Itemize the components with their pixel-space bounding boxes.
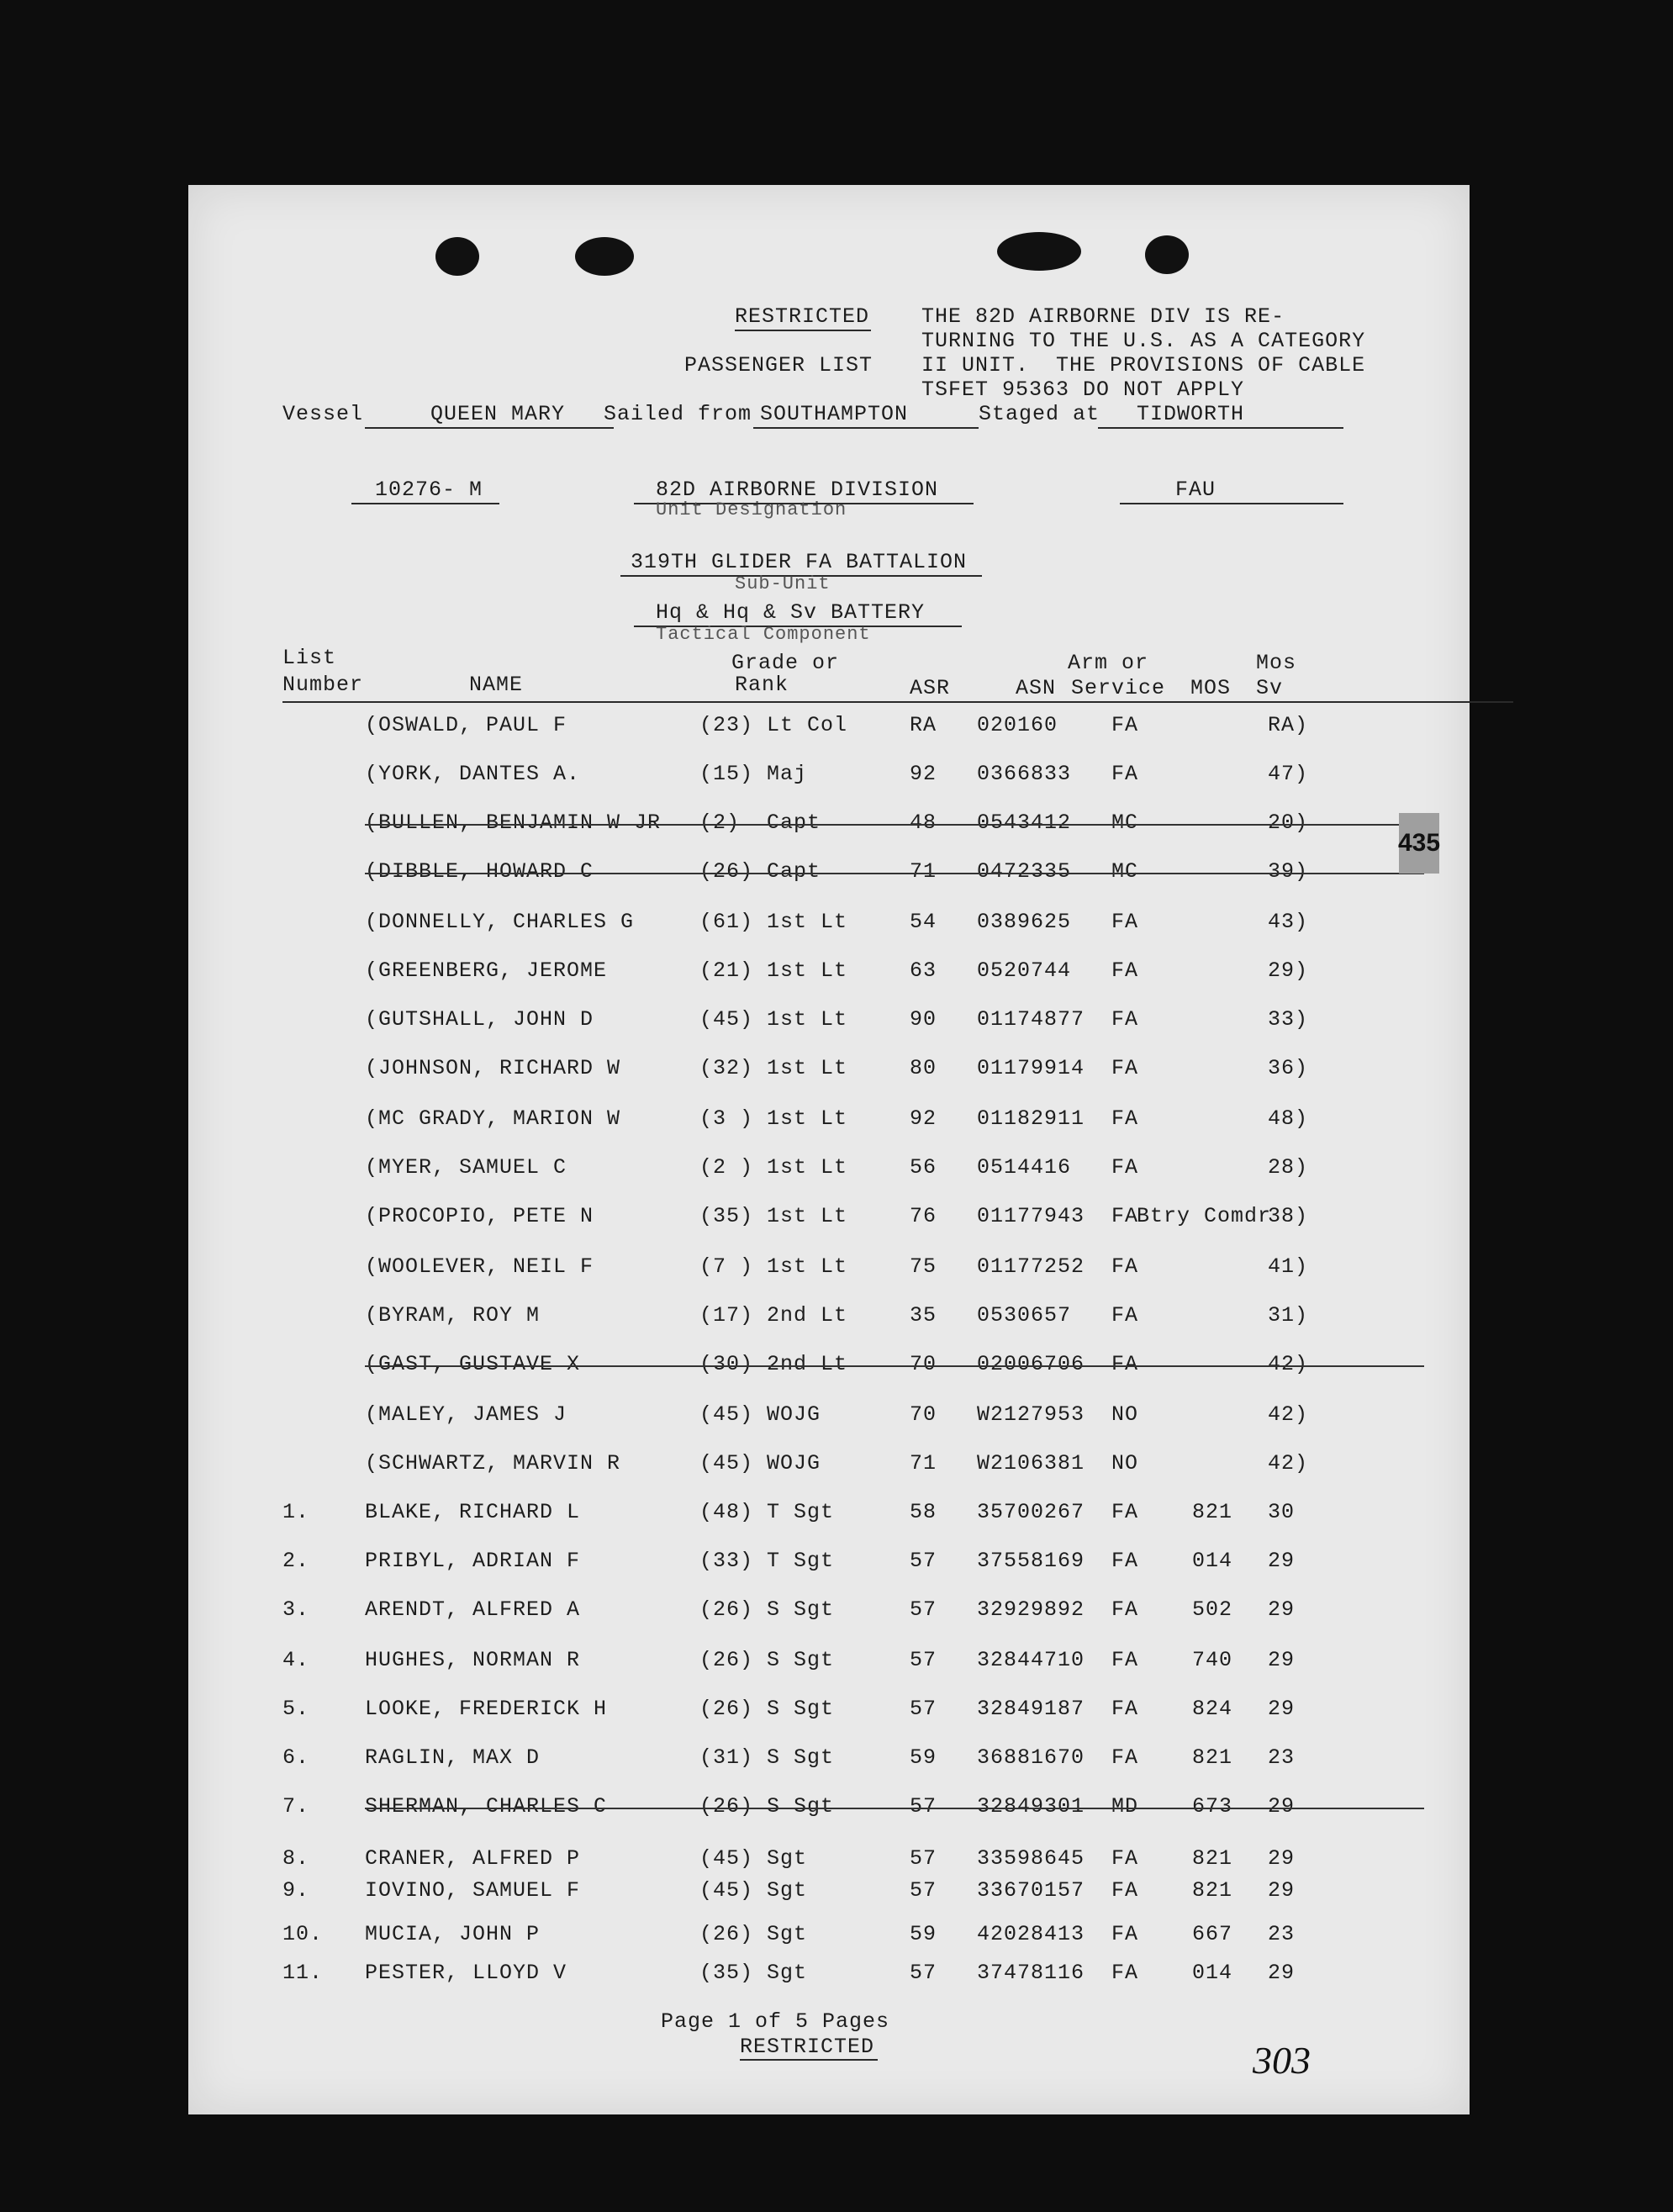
cell-asr: 59 [910,1745,937,1770]
vessel-label: Vessel [282,402,364,426]
cell-sv: 36) [1268,1056,1309,1080]
cell-asr: 57 [910,1697,937,1721]
table-row [188,1794,1470,1828]
cell-asr: 57 [910,1846,937,1871]
cell-asn: 020160 [977,713,1058,737]
cell-name: PESTER, LLOYD V [365,1961,567,1985]
cell-no: 1. [282,1500,310,1524]
cell-name: LOOKE, FREDERICK H [365,1697,608,1721]
cell-sv: 23 [1268,1922,1296,1946]
table-row [188,1352,1470,1386]
table-row [188,1961,1470,1994]
cell-grade: (35) 1st Lt [699,1204,848,1228]
cell-name: RAGLIN, MAX D [365,1745,541,1770]
cell-asr: 57 [910,1549,937,1573]
cell-no: 2. [282,1549,310,1573]
cell-sv: 38) [1268,1204,1309,1228]
cell-asn: 33598645 [977,1846,1085,1871]
cell-asr: 56 [910,1155,937,1180]
table-row [188,1007,1470,1041]
table-row [188,1402,1470,1436]
cell-asr: 57 [910,1597,937,1622]
unit-code: 10276- M [375,478,483,502]
cell-name: (PROCOPIO, PETE N [365,1204,594,1228]
cell-mos: 502 [1192,1597,1233,1622]
header-sv: Sv [1256,676,1284,700]
table-row [188,1549,1470,1582]
header-underline [282,701,1513,703]
unit-designation: 82D AIRBORNE DIVISION [656,478,939,502]
unit-type-underline [1120,503,1343,504]
cell-asr: 57 [910,1794,937,1819]
cell-asr: 48 [910,810,937,835]
cell-mos: 740 [1192,1648,1233,1672]
cell-arm: FA [1111,1204,1139,1228]
cell-mos: 821 [1192,1500,1233,1524]
cell-asn: 01174877 [977,1007,1085,1032]
strikethrough-line [365,873,1424,874]
sailed-underline [753,427,979,429]
cell-asn: 32849187 [977,1697,1085,1721]
staged-value: TIDWORTH [1137,402,1245,426]
cell-arm: MC [1111,810,1139,835]
cell-no: 10. [282,1922,324,1946]
restricted-underline [735,330,871,331]
cell-asr: 54 [910,910,937,934]
cell-sv: 43) [1268,910,1309,934]
strikethrough-line [365,824,1424,826]
cell-arm: FA [1111,713,1139,737]
footer-restricted: RESTRICTED [740,2035,875,2059]
cell-name: (GUTSHALL, JOHN D [365,1007,594,1032]
header-mos: MOS [1190,676,1232,700]
cell-arm: FA [1111,1303,1139,1328]
stamp-label: 435 [1399,813,1439,874]
sailed-label: Sailed from [604,402,752,426]
cell-asr: 75 [910,1254,937,1279]
cell-asr: 90 [910,1007,937,1032]
cell-grade: (26) S Sgt [699,1597,835,1622]
cell-name: CRANER, ALFRED P [365,1846,581,1871]
cell-name: (BULLEN, BENJAMIN W JR [365,810,662,835]
cell-grade: (23) Lt Col [699,713,848,737]
cell-arm: FA [1111,1648,1139,1672]
punch-hole [997,232,1081,271]
notice-line-3: II UNIT. THE PROVISIONS OF CABLE [921,353,1366,377]
cell-arm: MC [1111,859,1139,884]
cell-grade: (2) Capt [699,810,821,835]
table-row [188,1878,1470,1912]
cell-asr: 71 [910,1451,937,1476]
header-arm: Arm or [1068,651,1149,675]
header-rank: Rank [735,673,789,697]
cell-sv: 42) [1268,1451,1309,1476]
table-row [188,762,1470,795]
cell-asr: 59 [910,1922,937,1946]
cell-grade: (3 ) 1st Lt [699,1106,848,1131]
cell-no: 6. [282,1745,310,1770]
cell-arm: FA [1111,1106,1139,1131]
cell-asr: RA [910,713,937,737]
table-row [188,1303,1470,1337]
cell-asn: 0472335 [977,859,1072,884]
cell-asn: 32844710 [977,1648,1085,1672]
table-row [188,859,1470,893]
strikethrough-line [365,1365,1424,1367]
table-row [188,1451,1470,1485]
table-row [188,1106,1470,1140]
cell-arm: FA [1111,1155,1139,1180]
table-row [188,1204,1470,1238]
cell-sv: 48) [1268,1106,1309,1131]
punch-hole [1145,235,1189,274]
cell-no: 8. [282,1846,310,1871]
cell-grade: (26) S Sgt [699,1697,835,1721]
cell-asn: 37478116 [977,1961,1085,1985]
cell-asr: 63 [910,958,937,983]
cell-arm: FA [1111,1352,1139,1376]
cell-asr: 76 [910,1204,937,1228]
tactical-component-caption: Tactical Component [656,624,871,645]
cell-sv: 39) [1268,859,1309,884]
cell-asr: 35 [910,1303,937,1328]
cell-sv: 28) [1268,1155,1309,1180]
punch-hole [435,237,479,276]
cell-no: 9. [282,1878,310,1903]
cell-sv: 29 [1268,1794,1296,1819]
cell-mos: 821 [1192,1745,1233,1770]
cell-mos: 667 [1192,1922,1233,1946]
cell-asn: 42028413 [977,1922,1085,1946]
notice-line-4: TSFET 95363 DO NOT APPLY [921,377,1245,402]
header-asn: ASN [1016,676,1057,700]
cell-mos: Btry Comdr [1137,1204,1272,1228]
cell-name: (BYRAM, ROY M [365,1303,541,1328]
cell-grade: (26) Capt [699,859,821,884]
cell-asn: 0366833 [977,762,1072,786]
cell-asn: 01177943 [977,1204,1085,1228]
tactical-component: Hq & Hq & Sv BATTERY [656,600,926,625]
cell-mos: 014 [1192,1549,1233,1573]
cell-mos: 673 [1192,1794,1233,1819]
cell-arm: FA [1111,1922,1139,1946]
cell-name: (DONNELLY, CHARLES G [365,910,635,934]
cell-asn: W2106381 [977,1451,1085,1476]
cell-grade: (31) S Sgt [699,1745,835,1770]
cell-grade: (7 ) 1st Lt [699,1254,848,1279]
document-page [188,185,1470,2114]
cell-mos: 821 [1192,1846,1233,1871]
cell-asn: 36881670 [977,1745,1085,1770]
cell-sv: 42) [1268,1402,1309,1427]
cell-arm: FA [1111,1254,1139,1279]
notice-line-1: THE 82D AIRBORNE DIV IS RE- [921,304,1285,329]
table-row [188,1846,1470,1880]
header-grade: Grade or [731,651,840,675]
cell-grade: (35) Sgt [699,1961,808,1985]
cell-mos: 824 [1192,1697,1233,1721]
cell-no: 7. [282,1794,310,1819]
vessel-value: QUEEN MARY [430,402,566,426]
cell-grade: (21) 1st Lt [699,958,848,983]
cell-arm: FA [1111,1597,1139,1622]
cell-grade: (33) T Sgt [699,1549,835,1573]
table-row [188,1922,1470,1956]
cell-asn: 0520744 [977,958,1072,983]
cell-name: (GREENBERG, JEROME [365,958,608,983]
cell-grade: (26) S Sgt [699,1648,835,1672]
cell-name: (OSWALD, PAUL F [365,713,567,737]
cell-name: SHERMAN, CHARLES C [365,1794,608,1819]
cell-grade: (30) 2nd Lt [699,1352,848,1376]
cell-sv: 20) [1268,810,1309,835]
unit-designation-caption: Unit Designation [656,499,847,520]
cell-name: MUCIA, JOHN P [365,1922,541,1946]
cell-asn: 33670157 [977,1878,1085,1903]
cell-sv: 29 [1268,1961,1296,1985]
table-row [188,1155,1470,1189]
staged-label: Staged at [979,402,1100,426]
cell-grade: (15) Maj [699,762,808,786]
unit-code-underline [351,503,499,504]
vessel-underline [365,427,614,429]
cell-sv: 29) [1268,958,1309,983]
cell-asr: 70 [910,1402,937,1427]
cell-asn: 0530657 [977,1303,1072,1328]
handwritten-page-number: 303 [1253,2039,1311,2082]
passenger-list-heading: PASSENGER LIST [684,353,873,377]
cell-asn: 01182911 [977,1106,1085,1131]
cell-sv: 29 [1268,1549,1296,1573]
page-count: Page 1 of 5 Pages [661,2009,890,2034]
cell-grade: (45) WOJG [699,1451,821,1476]
cell-asn: 01179914 [977,1056,1085,1080]
table-row [188,713,1470,747]
cell-asr: 57 [910,1878,937,1903]
cell-arm: FA [1111,1500,1139,1524]
cell-name: (MALEY, JAMES J [365,1402,567,1427]
unit-type: FAU [1175,478,1216,502]
cell-arm: NO [1111,1402,1139,1427]
cell-arm: FA [1111,1961,1139,1985]
cell-arm: FA [1111,1007,1139,1032]
cell-asr: 92 [910,1106,937,1131]
cell-name: (SCHWARTZ, MARVIN R [365,1451,621,1476]
cell-grade: (17) 2nd Lt [699,1303,848,1328]
cell-name: (GAST, GUSTAVE X [365,1352,581,1376]
header-service: Service [1071,676,1166,700]
cell-asn: 32929892 [977,1597,1085,1622]
cell-name: PRIBYL, ADRIAN F [365,1549,581,1573]
cell-sv: 29 [1268,1697,1296,1721]
cell-arm: FA [1111,1549,1139,1573]
cell-asr: 57 [910,1961,937,1985]
cell-grade: (32) 1st Lt [699,1056,848,1080]
cell-arm: FA [1111,1846,1139,1871]
staged-underline [1098,427,1343,429]
cell-asn: 35700267 [977,1500,1085,1524]
cell-grade: (45) Sgt [699,1846,808,1871]
cell-sv: 47) [1268,762,1309,786]
cell-name: ARENDT, ALFRED A [365,1597,581,1622]
cell-name: IOVINO, SAMUEL F [365,1878,581,1903]
cell-name: (YORK, DANTES A. [365,762,581,786]
table-row [188,958,1470,992]
cell-asr: 58 [910,1500,937,1524]
cell-sv: 29 [1268,1648,1296,1672]
cell-asn: 37558169 [977,1549,1085,1573]
header-list: List [282,646,337,670]
cell-grade: (45) Sgt [699,1878,808,1903]
cell-asn: 0514416 [977,1155,1072,1180]
cell-sv: RA) [1268,713,1309,737]
cell-sv: 41) [1268,1254,1309,1279]
cell-arm: NO [1111,1451,1139,1476]
strikethrough-line [365,1808,1424,1809]
cell-grade: (26) Sgt [699,1922,808,1946]
table-row [188,1254,1470,1288]
cell-no: 11. [282,1961,324,1985]
cell-grade: (45) WOJG [699,1402,821,1427]
cell-name: (WOOLEVER, NEIL F [365,1254,594,1279]
cell-name: (MC GRADY, MARION W [365,1106,621,1131]
sub-unit-caption: Sub-Unit [735,573,831,594]
cell-name: BLAKE, RICHARD L [365,1500,581,1524]
cell-arm: MD [1111,1794,1139,1819]
cell-sv: 29 [1268,1878,1296,1903]
table-row [188,1056,1470,1090]
header-number: Number [282,673,364,697]
cell-arm: FA [1111,1697,1139,1721]
table-row [188,810,1470,844]
cell-arm: FA [1111,958,1139,983]
header-asr: ASR [910,676,951,700]
cell-name: HUGHES, NORMAN R [365,1648,581,1672]
cell-asn: 02006706 [977,1352,1085,1376]
cell-arm: FA [1111,910,1139,934]
cell-name: (MYER, SAMUEL C [365,1155,567,1180]
table-row [188,910,1470,943]
cell-arm: FA [1111,762,1139,786]
punch-hole [575,237,634,276]
cell-asn: 0543412 [977,810,1072,835]
cell-name: (DIBBLE, HOWARD C [365,859,594,884]
cell-grade: (2 ) 1st Lt [699,1155,848,1180]
cell-arm: FA [1111,1878,1139,1903]
cell-grade: (45) 1st Lt [699,1007,848,1032]
cell-asr: 70 [910,1352,937,1376]
cell-asr: 57 [910,1648,937,1672]
cell-sv: 23 [1268,1745,1296,1770]
header-mos-sv: Mos [1256,651,1297,675]
cell-mos: 014 [1192,1961,1233,1985]
table-row [188,1745,1470,1779]
cell-sv: 29 [1268,1846,1296,1871]
header-name: NAME [469,673,524,697]
cell-mos: 821 [1192,1878,1233,1903]
cell-grade: (26) S Sgt [699,1794,835,1819]
notice-line-2: TURNING TO THE U.S. AS A CATEGORY [921,329,1366,353]
sub-unit: 319TH GLIDER FA BATTALION [631,550,968,574]
cell-asr: 71 [910,859,937,884]
table-row [188,1697,1470,1730]
table-row [188,1500,1470,1534]
footer-restricted-underline [740,2059,878,2061]
restricted-heading: RESTRICTED [735,304,870,329]
cell-sv: 30 [1268,1500,1296,1524]
cell-asr: 80 [910,1056,937,1080]
cell-sv: 31) [1268,1303,1309,1328]
cell-asn: 0389625 [977,910,1072,934]
cell-asn: 32849301 [977,1794,1085,1819]
cell-name: (JOHNSON, RICHARD W [365,1056,621,1080]
cell-asr: 92 [910,762,937,786]
cell-no: 3. [282,1597,310,1622]
table-row [188,1597,1470,1631]
cell-sv: 29 [1268,1597,1296,1622]
cell-sv: 33) [1268,1007,1309,1032]
cell-asn: 01177252 [977,1254,1085,1279]
cell-no: 5. [282,1697,310,1721]
cell-asn: W2127953 [977,1402,1085,1427]
cell-grade: (48) T Sgt [699,1500,835,1524]
sailed-value: SOUTHAMPTON [760,402,909,426]
cell-grade: (61) 1st Lt [699,910,848,934]
cell-arm: FA [1111,1745,1139,1770]
cell-no: 4. [282,1648,310,1672]
table-row [188,1648,1470,1681]
cell-arm: FA [1111,1056,1139,1080]
cell-sv: 42) [1268,1352,1309,1376]
